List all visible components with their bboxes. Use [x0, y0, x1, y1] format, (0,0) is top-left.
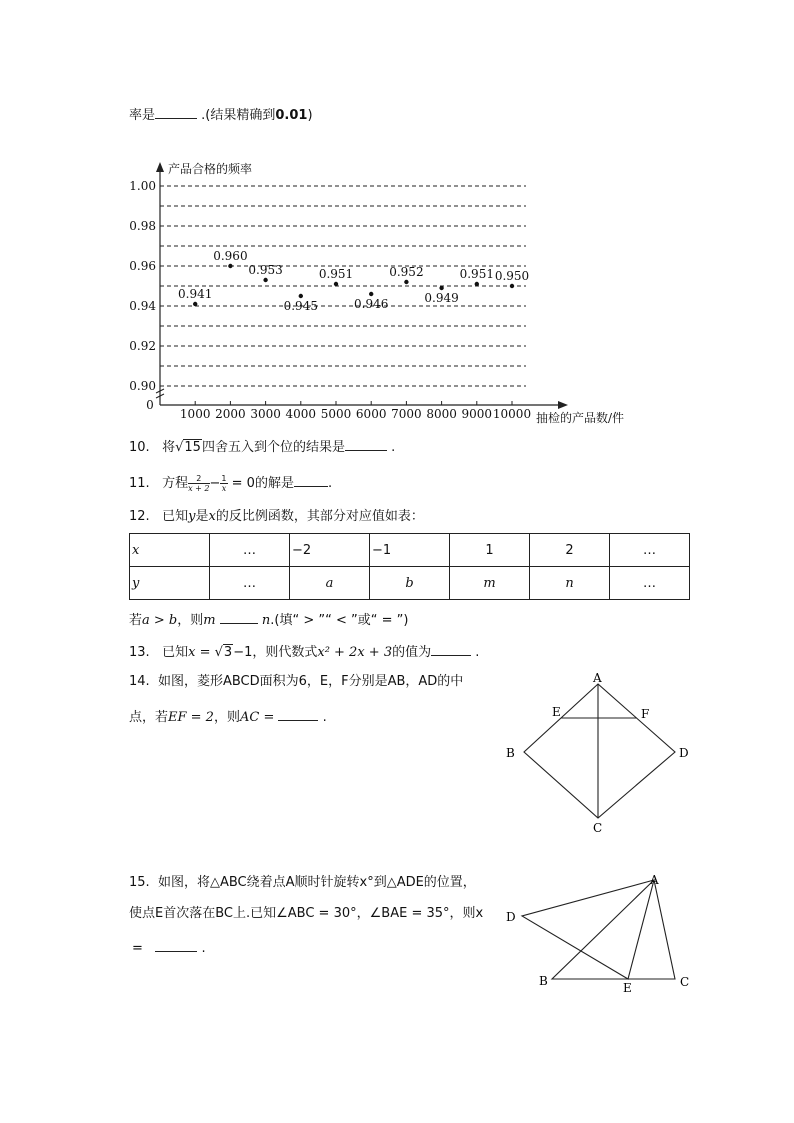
label-d: D	[679, 746, 689, 760]
x-tick-label: 8000	[426, 407, 457, 421]
data-point	[369, 292, 373, 296]
data-label: 0.951	[459, 267, 494, 281]
y-tick-label: 1.00	[129, 179, 156, 193]
data-label: 0.946	[354, 297, 389, 311]
table-cell: 2	[530, 534, 610, 567]
q9-text-c: )	[307, 108, 313, 123]
table-cell: …	[610, 534, 690, 567]
y-axis-arrow	[156, 162, 164, 172]
q11-number: 11.	[129, 476, 150, 491]
x-tick-label: 2000	[215, 407, 246, 421]
table-row	[130, 567, 690, 600]
x-tick-label: 3000	[250, 407, 281, 421]
data-point	[193, 302, 197, 306]
x-tick-label: 9000	[461, 407, 493, 421]
rotation-triangle-diagram	[500, 868, 700, 998]
q12-answer-blank[interactable]	[220, 609, 258, 624]
label-c: C	[680, 975, 690, 989]
q11-fraction-1: $\frac{2}{x + 2}$	[188, 474, 210, 493]
q10-answer-blank[interactable]	[345, 436, 387, 451]
q10-text-a: 将	[162, 440, 176, 455]
table-cell: …	[210, 567, 290, 600]
q9-text-b: .(结果精确到	[201, 108, 276, 123]
q14-line-1: 14. 如图，菱形ABCD面积为6，E，F分别是AB，AD的中	[129, 674, 464, 689]
q11-line: 11. 方程 $\frac{2}{x + 2}$ − $\frac{1}{x}$ = 0的解是 .	[129, 474, 333, 493]
x-tick-label: 5000	[320, 407, 352, 421]
x-tick-label: 4000	[285, 407, 317, 421]
label-c: C	[593, 821, 603, 835]
q12-value-table	[129, 533, 690, 600]
label-e: E	[623, 981, 632, 995]
q10-line	[129, 436, 395, 457]
data-point	[228, 264, 232, 268]
q13-sqrt-symbol: √	[214, 645, 223, 660]
data-point	[439, 286, 443, 290]
q13-line: 13. 已知x = √3−1，则代数式x² + 2x + 3的值为 .	[129, 641, 479, 662]
y-axis-break	[156, 389, 164, 398]
q12-line: 12. 已知y是x的反比例函数，其部分对应值如表：	[129, 509, 424, 524]
table-cell: …	[210, 534, 290, 567]
table-cell: x	[130, 534, 210, 567]
q14-number: 14.	[129, 674, 150, 689]
label-b: B	[539, 974, 548, 988]
q9-answer-line	[129, 104, 313, 125]
label-d: D	[506, 910, 516, 924]
table-cell: −2	[290, 534, 370, 567]
data-label: 0.951	[318, 267, 354, 281]
x-tick-label: 6000	[355, 407, 387, 421]
data-label: 0.949	[424, 291, 459, 305]
q14-answer-blank[interactable]	[278, 706, 318, 721]
x-tick-label: 1000	[179, 407, 211, 421]
q15-line-3: = .	[132, 937, 206, 958]
q10-text-b: 四舍五入到个位的结果是	[201, 440, 345, 455]
data-point	[299, 294, 303, 298]
table-cell: m	[450, 567, 530, 600]
label-a: A	[650, 873, 659, 887]
x-axis-title: 抽检的产品数/件	[536, 411, 625, 425]
data-point	[263, 278, 267, 282]
q11-fraction-2: $\frac{1}{x}$	[221, 474, 227, 493]
data-label: 0.941	[178, 287, 213, 301]
q13-answer-blank[interactable]	[431, 641, 471, 656]
q10-number: 10.	[129, 440, 150, 455]
y-tick-label: 0.94	[129, 299, 156, 313]
q15-number: 15.	[129, 875, 150, 890]
q10-period: .	[391, 440, 396, 455]
q15-line-1: 15. 如图，将△ABC绕着点A顺时针旋转x°到△ADE的位置，	[129, 875, 476, 890]
table-cell: −1	[370, 534, 450, 567]
data-point	[475, 282, 479, 286]
data-label: 0.952	[389, 265, 424, 279]
q11-equals: = 0	[231, 476, 255, 491]
q12-number: 12.	[129, 509, 150, 524]
q10-radicand: 15	[184, 440, 201, 455]
y-tick-label: 0.90	[129, 379, 156, 393]
triangle-ade	[522, 880, 654, 979]
table-cell: n	[530, 567, 610, 600]
rhombus-abcd	[524, 684, 675, 818]
table-cell: a	[290, 567, 370, 600]
table-cell: b	[370, 567, 450, 600]
data-label: 0.960	[213, 249, 248, 263]
data-label: 0.953	[248, 263, 283, 277]
x-tick-label: 10000	[492, 407, 532, 421]
label-e: E	[552, 705, 561, 719]
table-row	[130, 534, 690, 567]
q14-line-2: 点，若EF = 2，则AC = .	[129, 706, 327, 727]
q9-answer-blank[interactable]	[155, 104, 197, 119]
q11-text-a: 方程	[162, 476, 189, 491]
rhombus-diagram	[500, 668, 700, 838]
q15-answer-blank[interactable]	[155, 937, 197, 952]
q12-follow-line: 若a > b，则m n.(填“ > ”“ < ”或“ = ”)	[129, 609, 408, 630]
q15-line-2: 使点E首次落在BC上.已知∠ABC = 30°，∠BAE = 35°，则x	[129, 906, 484, 921]
table-cell: …	[610, 567, 690, 600]
data-label: 0.950	[494, 269, 530, 283]
x-axis-arrow	[558, 401, 568, 409]
q10-sqrt-symbol: √	[175, 440, 184, 455]
table-cell: 1	[450, 534, 530, 567]
origin-label: 0	[146, 398, 154, 412]
table-cell: y	[130, 567, 210, 600]
q9-precision: 0.01	[275, 108, 308, 123]
q11-answer-blank[interactable]	[294, 472, 328, 487]
x-tick-label: 7000	[391, 407, 422, 421]
q9-text-a: 率是	[129, 108, 156, 123]
data-label: 0.945	[283, 299, 318, 313]
y-tick-label: 0.98	[129, 219, 156, 233]
q13-number: 13.	[129, 645, 150, 660]
data-point	[510, 284, 514, 288]
label-f: F	[641, 707, 650, 721]
y-tick-label: 0.96	[129, 259, 156, 273]
triangle-abc	[552, 880, 675, 979]
q11-text-b: 的解是	[254, 476, 294, 491]
label-b: B	[506, 746, 515, 760]
label-a: A	[593, 671, 602, 685]
data-point	[404, 280, 408, 284]
y-axis-title: 产品合格的频率	[168, 162, 253, 176]
y-tick-label: 0.92	[129, 339, 156, 353]
data-point	[334, 282, 338, 286]
